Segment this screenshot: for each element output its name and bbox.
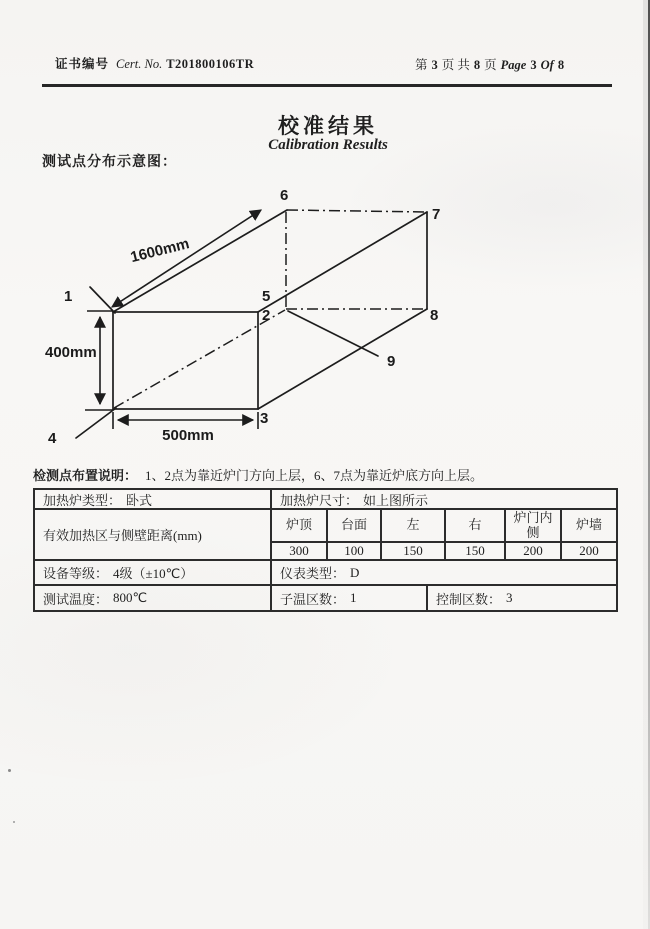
point-label-3: 3: [260, 410, 269, 427]
point-label-4: 4: [48, 430, 57, 447]
furnace-size-label: 加热炉尺寸：: [280, 492, 359, 508]
distance-header-cell: 右: [446, 510, 506, 541]
point-label-8: 8: [430, 307, 439, 324]
device-grade-value: 4级（±10℃）: [113, 566, 194, 581]
distance-value-row: [272, 543, 616, 559]
test-temp-value: 800℃: [113, 590, 148, 605]
point-labels: [48, 187, 440, 447]
test-temp-cell: [35, 586, 272, 610]
dim-length-label: 1600mm: [128, 235, 192, 267]
distance-header-cell: 左: [382, 510, 446, 541]
furnace-type-value: 卧式: [126, 492, 153, 508]
dimension-labels: [45, 235, 214, 444]
distance-value-cell: 200: [506, 543, 562, 559]
point-label-2: 2: [262, 307, 271, 324]
table-row-temperature: [35, 586, 616, 610]
scan-speck: [8, 769, 11, 772]
distance-header-cell: 炉墙: [575, 517, 602, 533]
furnace-type-cell: [35, 490, 272, 508]
furnace-size-value: 如上图所示: [363, 492, 429, 508]
layout-note: [33, 465, 483, 484]
front-face: [113, 312, 258, 409]
heating-zone-cell: [35, 510, 272, 559]
note-label: 检测点布置说明：: [33, 468, 138, 483]
device-grade-label: 设备等级：: [43, 566, 109, 581]
control-zone-label: 控制区数：: [436, 591, 502, 607]
cert-number-header: [55, 54, 254, 72]
page-word-last: 页: [484, 58, 497, 72]
control-zone-value: 3: [506, 590, 513, 605]
distance-header-row: [272, 510, 616, 543]
heating-zone-label: 有效加热区与侧壁距离(mm): [43, 528, 202, 543]
test-point-diagram: [30, 170, 480, 470]
point-label-6: 6: [280, 187, 289, 204]
page-en-of: Of: [540, 58, 554, 72]
distance-header-cell: 炉门内侧: [506, 510, 562, 541]
distance-value-cell: 150: [382, 543, 446, 559]
instrument-type-value: D: [350, 564, 360, 580]
sub-zone-value: 1: [350, 590, 357, 605]
page-title-zh: 校准结果: [278, 115, 378, 138]
note-text: 1、2点为靠近炉门方向上层，6、7点为靠近炉底方向上层。: [145, 468, 484, 483]
furnace-type-label: 加热炉类型：: [43, 492, 122, 508]
header-rule: [42, 84, 612, 87]
cert-label-zh: 证书编号: [55, 57, 110, 71]
diagram-caption: 测试点分布示意图：: [42, 155, 177, 170]
instrument-type-cell: [272, 561, 616, 584]
page-en-label: Page: [500, 58, 527, 72]
dim-width-label: 500mm: [162, 427, 214, 444]
page-word-mid: 页 共: [441, 58, 470, 72]
distance-header-cell: 炉顶: [272, 510, 328, 541]
table-row-distances: [35, 510, 616, 561]
cert-label-en: Cert. No.: [116, 57, 163, 71]
page-total-en: 8: [557, 58, 565, 72]
distance-subgrid: [272, 510, 616, 559]
distance-value-cell: 300: [272, 543, 328, 559]
point-label-1: 1: [64, 288, 73, 305]
table-row-furnace: [35, 490, 616, 510]
page-total: 8: [473, 58, 481, 72]
dim-height-label: 400mm: [45, 344, 97, 361]
distance-value-cell: 200: [579, 542, 599, 558]
spec-table: [33, 488, 618, 612]
page-title-en: Calibration Results: [268, 137, 388, 153]
page-word-first: 第: [415, 58, 428, 72]
page-number-header: [413, 55, 566, 73]
page-current-en: 3: [530, 58, 537, 72]
point-label-5: 5: [262, 288, 271, 305]
scan-speck: [13, 821, 15, 823]
cert-number: T201800106TR: [166, 57, 255, 71]
point-label-9: 9: [387, 353, 396, 370]
page-current: 3: [431, 58, 438, 72]
sub-zone-label: 子温区数：: [280, 591, 346, 607]
point-label-7: 7: [432, 206, 441, 223]
instrument-type-label: 仪表类型：: [280, 566, 346, 581]
table-row-grade: [35, 561, 616, 586]
box-solid-edges: [76, 210, 427, 438]
distance-value-cell: 100: [328, 543, 382, 559]
device-grade-cell: [35, 561, 272, 584]
control-zone-cell: [428, 586, 616, 610]
distance-header-cell: 台面: [328, 510, 382, 541]
distance-value-cell: 150: [446, 543, 506, 559]
furnace-size-cell: [272, 490, 616, 508]
sub-zone-cell: [272, 586, 428, 610]
test-temp-label: 测试温度：: [43, 591, 109, 607]
